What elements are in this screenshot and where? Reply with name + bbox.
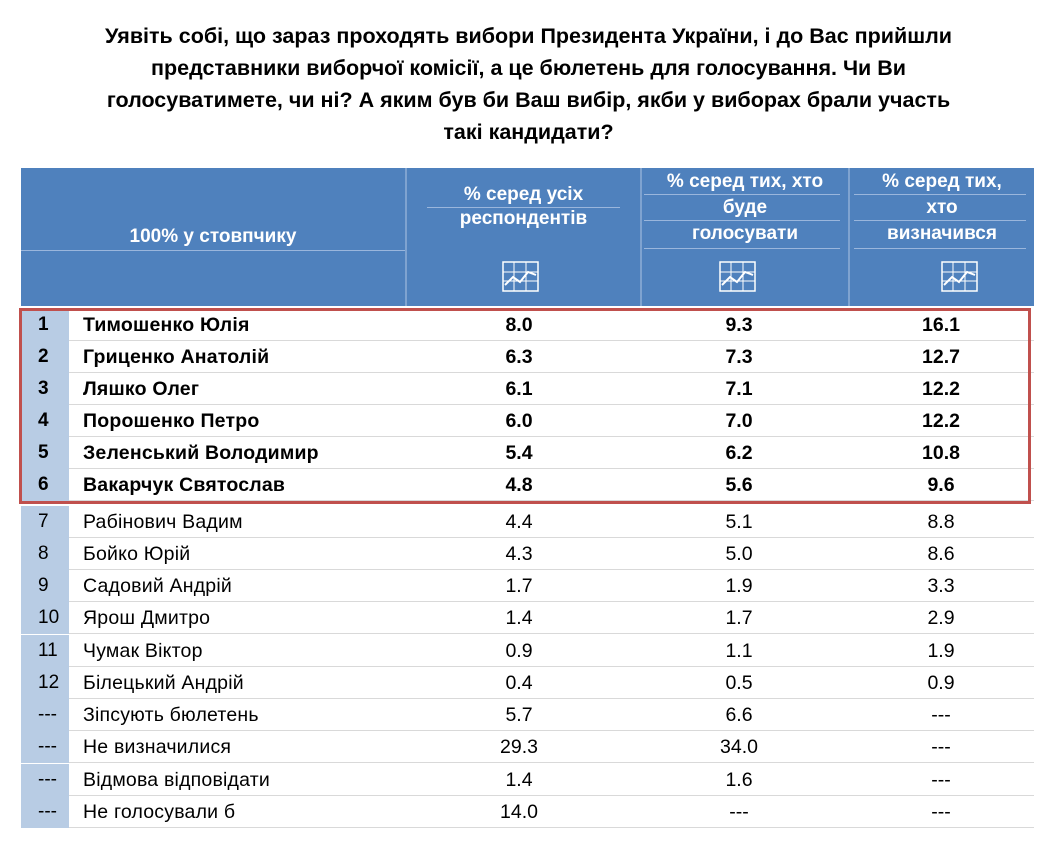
row-number-cell: 8 [21,538,69,570]
header-col-voting-line3: голосувати [691,223,799,244]
candidate-name-cell: Рабінович Вадим [83,511,243,533]
all-respondents-value: 1.4 [505,607,533,629]
candidate-name-cell: Вакарчук Святослав [83,474,286,496]
candidate-name-cell: Тимошенко Юлія [83,314,250,336]
decided-value: 9.6 [927,474,955,496]
row-number-cell: 3 [21,373,69,405]
will-vote-value: 1.9 [725,575,753,597]
row-divider [69,762,1034,763]
all-respondents-value: 1.7 [505,575,533,597]
will-vote-value: 7.1 [725,378,753,400]
table-row [21,437,1034,469]
header-col-voting-line1: % серед тих, хто [666,171,824,192]
header-col-decided [850,168,1034,306]
candidate-name-cell: Зіпсують бюлетень [83,704,259,726]
decided-value: --- [931,736,951,758]
will-vote-value: 6.2 [725,442,753,464]
row-number-cell: 6 [21,469,69,501]
all-respondents-value: 4.3 [505,543,533,565]
header-separator [644,194,840,195]
chart-icon [941,261,978,292]
will-vote-value: 7.0 [725,410,753,432]
header-col-all-line2: респондентів [459,208,588,229]
all-respondents-value: 0.9 [505,640,533,662]
question-title [0,20,1057,148]
all-respondents-value: 5.7 [505,704,533,726]
all-respondents-value: 8.0 [505,314,533,336]
candidate-name-cell: Білецький Андрій [83,672,244,694]
will-vote-value: 34.0 [720,736,758,758]
table-header [21,168,1034,306]
row-number-cell: 5 [21,437,69,469]
will-vote-value: 1.1 [725,640,753,662]
table-row [21,764,1034,796]
candidate-name-cell: Ляшко Олег [83,378,200,400]
decided-value: 16.1 [922,314,960,336]
all-respondents-value: 5.4 [505,442,533,464]
all-respondents-value: 14.0 [500,801,538,823]
table-row [21,538,1034,570]
header-col-decided-line3: визначився [887,223,997,244]
candidate-name-cell: Бойко Юрій [83,543,191,565]
row-divider [69,633,1034,634]
will-vote-value: --- [729,801,749,823]
will-vote-value: 0.5 [725,672,753,694]
decided-value: 10.8 [922,442,960,464]
candidate-name-cell: Гриценко Анатолій [83,346,270,368]
will-vote-value: 7.3 [725,346,753,368]
table-row [21,667,1034,699]
table-row [21,731,1034,763]
table-row [21,469,1034,501]
row-number-cell: 12 [21,667,69,699]
header-separator [427,207,620,208]
row-number-cell: 7 [21,506,69,538]
question-line: голосуватимете, чи ні? А яким був би Ваш вибір, якби у виборах брали участь [106,88,951,112]
decided-value: 12.7 [922,346,960,368]
header-separator [644,248,840,249]
header-col-all [407,168,640,306]
table-row [21,373,1034,405]
row-number-cell: --- [21,699,69,731]
row-number-cell: 1 [21,309,69,341]
all-respondents-value: 4.8 [505,474,533,496]
row-number-cell: 2 [21,341,69,373]
candidate-name-cell: Ярош Дмитро [83,607,211,629]
all-respondents-value: 0.4 [505,672,533,694]
row-divider [69,827,1034,828]
decided-value: 12.2 [922,378,960,400]
candidate-name-cell: Чумак Віктор [83,640,203,662]
question-line: такі кандидати? [443,120,614,144]
header-separator [854,194,1026,195]
will-vote-value: 1.7 [725,607,753,629]
question-line: Уявіть собі, що зараз проходять вибори Президента України, і до Вас прийшли [104,24,953,48]
decided-value: 8.8 [927,511,955,533]
header-col-voting-line2: буде [722,197,768,218]
candidate-name-cell: Порошенко Петро [83,410,260,432]
chart-icon [502,261,539,292]
all-respondents-value: 29.3 [500,736,538,758]
table-row [21,506,1034,538]
will-vote-value: 9.3 [725,314,753,336]
table-row [21,405,1034,437]
decided-value: 1.9 [927,640,955,662]
decided-value: --- [931,704,951,726]
candidate-name-cell: Не голосували б [83,801,236,823]
table-row [21,796,1034,828]
all-respondents-value: 6.3 [505,346,533,368]
row-number-cell: 10 [21,602,69,634]
all-respondents-value: 1.4 [505,769,533,791]
decided-value: 0.9 [927,672,955,694]
header-col-all-line1: % серед усіх [463,184,584,205]
header-col-decided-line1: % серед тих, [882,171,1002,192]
row-number-cell: --- [21,764,69,796]
header-separator [854,220,1026,221]
decided-value: 12.2 [922,410,960,432]
row-number-cell: 4 [21,405,69,437]
all-respondents-value: 6.1 [505,378,533,400]
chart-icon [719,261,756,292]
all-respondents-value: 6.0 [505,410,533,432]
question-line: представники виборчої комісії, а це бюлетень для голосування. Чи Ви [151,56,906,80]
will-vote-value: 5.1 [725,511,753,533]
will-vote-value: 5.0 [725,543,753,565]
row-number-cell: 9 [21,570,69,602]
decided-value: 8.6 [927,543,955,565]
decided-value: 3.3 [927,575,955,597]
all-respondents-value: 4.4 [505,511,533,533]
row-divider [69,500,1034,501]
header-separator [644,220,840,221]
decided-value: 2.9 [927,607,955,629]
table-row [21,635,1034,667]
row-number-cell: --- [21,796,69,828]
will-vote-value: 6.6 [725,704,753,726]
row-number-cell: --- [21,731,69,763]
header-separator [854,248,1026,249]
candidate-name-cell: Садовий Андрій [83,575,232,597]
header-first-column [21,168,405,306]
table-row [21,341,1034,373]
candidate-name-cell: Не визначилися [83,736,232,758]
table-row [21,309,1034,341]
header-first-label: 100% у стовпчику [129,226,297,247]
table-row [21,570,1034,602]
candidate-name-cell: Зеленський Володимир [83,442,319,464]
row-number-cell: 11 [21,635,69,667]
will-vote-value: 1.6 [725,769,753,791]
candidate-name-cell: Відмова відповідати [83,769,270,791]
decided-value: --- [931,769,951,791]
table-row [21,699,1034,731]
header-col-voting [642,168,848,306]
table-row [21,602,1034,634]
decided-value: --- [931,801,951,823]
will-vote-value: 5.6 [725,474,753,496]
header-col-decided-line2: хто [926,197,958,218]
